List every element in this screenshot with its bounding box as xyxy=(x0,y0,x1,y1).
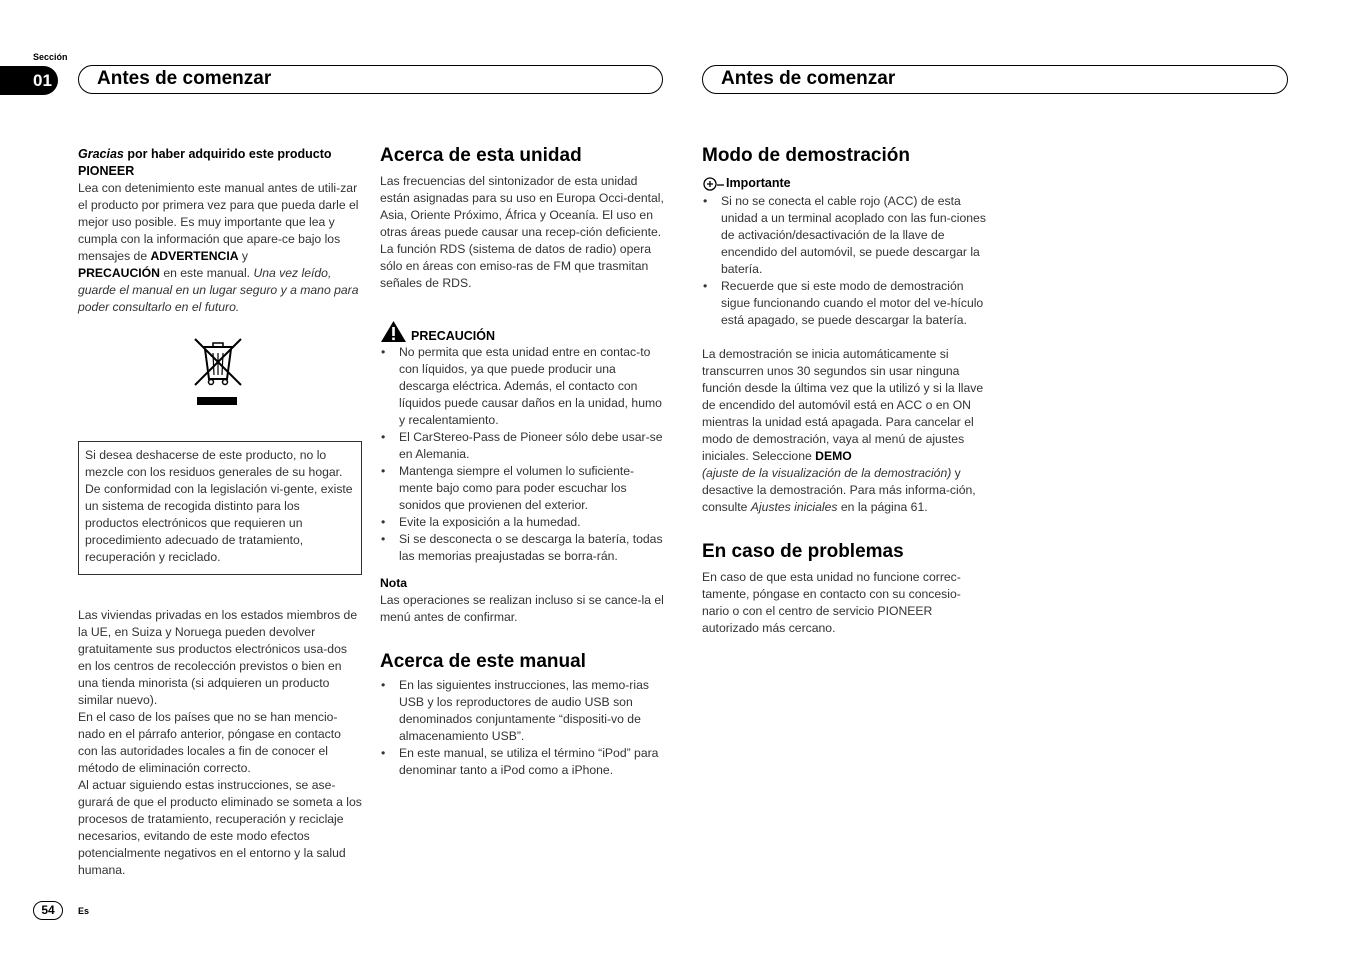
demo-paragraph: La demostración se inicia automáticamente si transcurren unos 30 segundos sin usar ninguna función desde la última vez que la utilizó y si la llave de encendido del automóvil está en ACC o en ON mientras la unidad está apagada. Para cancelar el modo de demostración, vaya al menú de ajustes iniciales. Seleccione DEMO (ajuste de la visualización de la demostración) y desactive la demostración. Para más informa-ción, consulte Ajustes iniciales en la página 61. xyxy=(702,347,984,514)
header-right: Antes de comenzar xyxy=(702,65,1288,94)
intro-paragraph: Lea con detenimiento este manual antes de utili-zar el producto por primera vez para que pueda darle el mejor uso posible. Es muy importante que lea y cumpla con la información que apare-ce bajo los mensajes de ADVERTENCIA y PRECAUCIÓN en este manual. Una vez leído, guarde el manual en un lugar seguro y a mano para poder consultarlo en el futuro. xyxy=(78,181,359,314)
weee-icon-area xyxy=(78,337,362,407)
important-hand-icon xyxy=(702,177,726,191)
crossed-bin-icon xyxy=(193,337,245,407)
list-item: • Evite la exposición a la humedad. xyxy=(380,514,664,531)
disposal-paragraph-1: Las viviendas privadas en los estados miembros de la UE, en Suiza y Noruega pueden devolver gratuitamente sus productos electrónicos usa-dos en los centros de recolección previstos o bien en una tienda minorista (si adquieren un producto similar nuevo). xyxy=(78,608,358,707)
nota-label: Nota xyxy=(380,576,408,590)
importante-list xyxy=(702,193,986,329)
heading-acerca-unidad: Acerca de esta unidad xyxy=(380,145,582,166)
importante-label: Importante xyxy=(726,176,791,190)
section-number-badge: 01 xyxy=(0,66,58,95)
column-3 xyxy=(702,145,986,637)
disposal-info-box xyxy=(78,441,362,575)
nota-text: Las operaciones se realizan incluso si se cance-la el menú antes de confirmar. xyxy=(380,593,664,624)
precaucion-word: PRECAUCIÓN xyxy=(78,266,160,280)
precaucion-list xyxy=(380,344,664,565)
brand-name: PIONEER xyxy=(78,164,135,178)
page-number: 54 xyxy=(33,901,63,920)
precaucion-heading xyxy=(380,319,664,343)
list-item: • El CarStereo-Pass de Pioneer sólo debe usar-se en Alemania. xyxy=(380,429,664,463)
disposal-box-text: Si desea deshacerse de este producto, no lo mezcle con los residuos generales de su hogar. De conformidad con la legislación vi-gente, existe un sistema de recogida distinto para los productos electrónicos que requieren un procedimiento adecuado de tratamiento, recuperación y reciclado. xyxy=(85,448,353,564)
list-item: • En este manual, se utiliza el término “iPod” para denominar tanto a iPod como a iPhone. xyxy=(380,745,664,779)
importante-heading xyxy=(702,175,986,192)
list-item: • No permita que esta unidad entre en contac-to con líquidos, ya que puede producir una descarga eléctrica. Además, el contacto con líquidos puede causar daños en la unidad, humo y recalentamiento. xyxy=(380,344,664,429)
list-item: • Si se desconecta o se descarga la batería, todas las memorias preajustadas se borra-rán. xyxy=(380,531,664,565)
thanks-rest: por haber adquirido este producto xyxy=(123,147,332,161)
list-item: • Recuerde que si este modo de demostración sigue funcionando cuando el motor del ve-hículo está apagado, se puede descargar la batería. xyxy=(702,278,986,329)
list-item: • Mantenga siempre el volumen lo suficiente-mente bajo como para poder escuchar los sonidos que provienen del exterior. xyxy=(380,463,664,514)
thanks-italic: Gracias xyxy=(78,147,124,161)
heading-acerca-manual: Acerca de este manual xyxy=(380,651,586,672)
manual-list xyxy=(380,677,664,779)
section-label: Sección xyxy=(33,52,68,62)
unidad-paragraph: Las frecuencias del sintonizador de esta unidad están asignadas para su uso en Europa Occi-dental, Asia, Oriente Próximo, África y Oceanía. El uso en otras áreas puede causar una recep-ción deficiente. La función RDS (sistema de datos de radio) opera sólo en áreas con emiso-ras de FM que trasmitan señales de RDS. xyxy=(380,174,664,290)
problemas-paragraph: En caso de que esta unidad no funcione correc-tamente, póngase en contacto con su concesio-nario o con el centro de servicio PIONEER autorizado más cercano. xyxy=(702,570,961,635)
advertencia-word: ADVERTENCIA xyxy=(150,249,239,263)
warning-triangle-icon xyxy=(380,320,407,343)
thanks-line xyxy=(78,146,362,163)
precaucion-label: PRECAUCIÓN xyxy=(411,329,496,343)
column-2 xyxy=(380,145,664,779)
heading-modo-demostracion: Modo de demostración xyxy=(702,145,910,166)
language-code: Es xyxy=(78,906,90,916)
column-1 xyxy=(78,146,362,879)
heading-en-caso-de-problemas: En caso de problemas xyxy=(702,541,904,562)
disposal-paragraph-2: En el caso de los países que no se han mencio-nado en el párrafo anterior, póngase en contacto con las autoridades locales a fin de conocer el método de eliminación correcto. xyxy=(78,710,341,775)
demo-keyword: DEMO xyxy=(815,449,852,463)
disposal-paragraph-3: Al actuar siguiendo estas instrucciones, se ase-gurará de que el producto eliminado se someta a los procesos de tratamiento, recuperación y reciclaje necesarios, evitando de este modo efectos potencialmente negativos en el entorno y la salud humana. xyxy=(78,778,362,877)
list-item: • Si no se conecta el cable rojo (ACC) de esta unidad a un terminal acoplado con las fun-ciones de activación/desactivación de la llave de encendido del automóvil, se puede descargar la batería. xyxy=(702,193,986,278)
header-left: Antes de comenzar xyxy=(78,65,663,94)
list-item: • En las siguientes instrucciones, las memo-rias USB y los reproductores de audio USB son denominados conjuntamente “dispositi-vo de almacenamiento USB”. xyxy=(380,677,664,745)
